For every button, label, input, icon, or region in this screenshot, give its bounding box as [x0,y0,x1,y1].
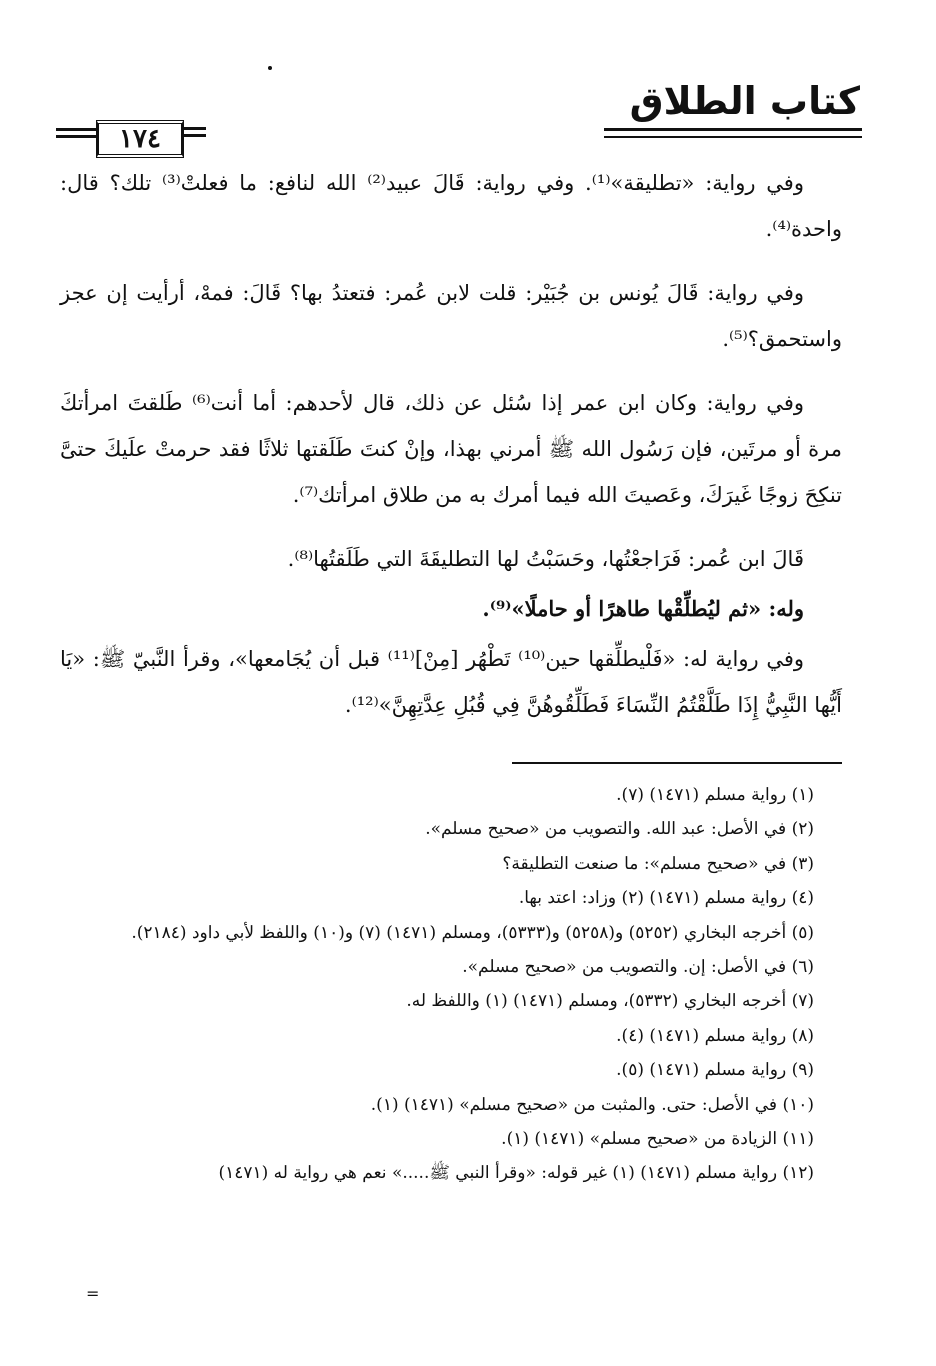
continuation-mark: = [86,1284,100,1303]
footnote: (٣) في «صحيح مسلم»: ما صنعت التطليقة؟ [502,853,814,874]
header-rule-left [56,128,96,131]
paragraph: وله: «ثم ليُطلِّقْها طاهرًا أو حاملًا»⁽⁹⁾. [482,596,804,621]
title-rule-inner [604,136,862,138]
title-rule [604,128,862,131]
footnote: (١١) الزيادة من «صحيح مسلم» (١٤٧١) (١). [501,1129,814,1150]
footnote: (٨) رواية مسلم (١٤٧١) (٤). [616,1025,814,1046]
footnote: (٥) أخرجه البخاري (٥٢٥٢) و(٥٢٥٨) و(٥٣٣٣)، ومسلم (١٤٧١) (٧) و(١٠) واللفظ لأبي داود (٢١٨٤). [131,922,814,943]
footnote: (١٢) رواية مسلم (١٤٧١) (١) غير قوله: «وقرأ النبي ﷺ.....» نعم هي رواية له (١٤٧١) [218,1163,814,1184]
page-number: ١٧٤ [96,120,184,158]
header-rule-left-inner [56,135,96,138]
paragraph: وفي رواية: قَالَ يُونس بن جُبَيْر: قلت لابن عُمر: فتعتدُ بها؟ قَالَ: فمهْ، أرأيت إن عجز واستحمق؟⁽⁵⁾. [60,281,842,351]
page-speck [268,66,272,70]
footnote: (٩) رواية مسلم (١٤٧١) (٥). [616,1060,814,1081]
footnote: (٧) أخرجه البخاري (٥٣٣٢)، ومسلم (١٤٧١) (١) واللفظ له. [406,991,814,1012]
paragraph: قَالَ ابن عُمر: فَرَاجعْتُها، وحَسَبْتُ لها التطليقَةَ التي طَلَقتُها⁽⁸⁾. [287,547,804,571]
footnote: (٦) في الأصل: إن. والتصويب من «صحيح مسلم». [462,957,814,978]
header-rule-mid-inner [184,134,206,137]
paragraph: وفي رواية: «تطليقة»⁽¹⁾. وفي رواية: قَالَ عبيد⁽²⁾ الله لنافع: ما فعلتْ⁽³⁾ تلك؟ قال: واحدة⁽⁴⁾. [60,171,842,241]
main-text [60,160,842,746]
paragraph: وفي رواية: وكان ابن عمر إذا سُئل عن ذلك، قال لأحدهم: أما أنت⁽⁶⁾ طَلقتَ امرأتكَ مرة أو مرتَين، فإن رَسُول الله ﷺ أمرني بهذا، وإنْ كنتَ طَلَقتها ثلاثًا فقد حرمتْ علَيكَ حتىَّ تنكِحَ زوجًا غَيرَكَ، وعَصيتَ الله فيما أمرك به من طلاق امرأتك⁽⁷⁾. [60,391,842,507]
footnote-separator [512,762,842,764]
footnotes [60,778,842,1191]
header-rule-mid [184,127,206,130]
running-title: كتاب الطلاق [629,79,860,123]
footnote: (١) رواية مسلم (١٤٧١) (٧). [616,785,814,805]
footnote: (٤) رواية مسلم (١٤٧١) (٢) وزاد: اعتد بها. [518,888,814,909]
footnote: (١٠) في الأصل: حتى. والمثبت من «صحيح مسلم» (١٤٧١) (١). [370,1094,814,1115]
paragraph: وفي رواية له: «فَلْيطلِّقها حين⁽¹⁰⁾ تَطْهُر [مِنْ]⁽¹¹⁾ قبل أن يُجَامعها»، وقرأ النَّبيّ ﷺ: «يَا أَيُّها النَّبِيُّ إِذَا طَلَّقْتُمُ النِّسَاءَ فَطَلِّقُوهُنَّ فِي قُبُلِ عِدَّتِهِنَّ»⁽¹²⁾. [60,647,842,717]
footnote: (٢) في الأصل: عبد الله. والتصويب من «صحيح مسلم». [425,819,814,840]
